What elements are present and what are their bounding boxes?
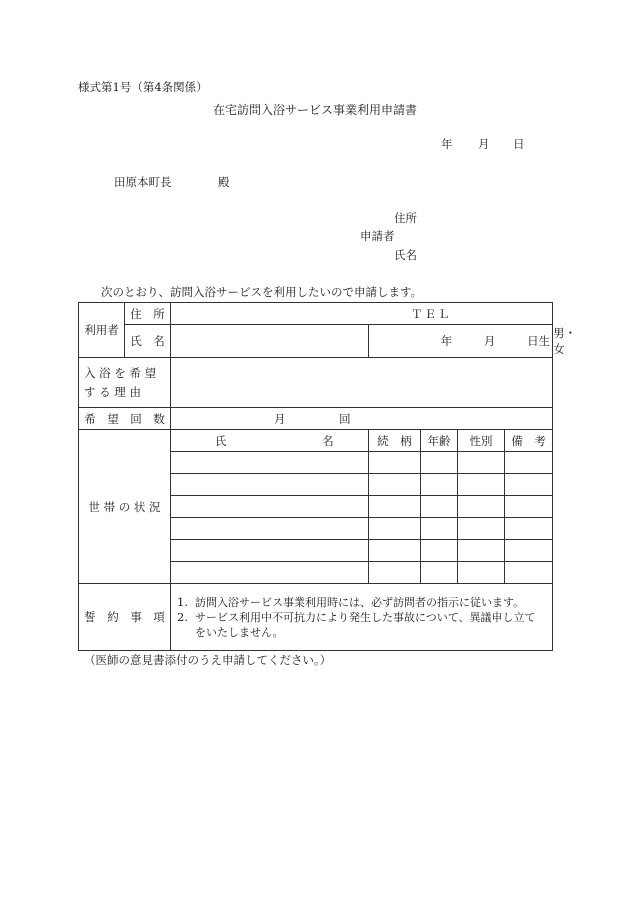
oath-item-1: [177, 595, 548, 610]
reason-label-line1: 入 浴 を 希 望: [84, 366, 157, 380]
household-notes-cell[interactable]: [505, 540, 553, 562]
oath-item-1-text: 訪問入浴サービス事業利用時には、必ず訪問者の指示に従います。: [195, 595, 525, 609]
household-relation-cell[interactable]: [369, 452, 421, 474]
reason-field[interactable]: [171, 358, 553, 408]
household-name-header: [171, 430, 369, 452]
frequency-label: 希 望 回 数: [79, 408, 171, 430]
applicant-role-label: 申請者: [360, 229, 395, 243]
address-field[interactable]: [171, 303, 553, 325]
birth-day: 日生: [527, 334, 551, 348]
household-sex-cell[interactable]: [458, 518, 505, 540]
name-field[interactable]: [171, 325, 369, 358]
household-relation-cell[interactable]: [369, 562, 421, 584]
oath-item-1-num: 1.: [177, 594, 188, 609]
household-name-header-1: 氏: [215, 433, 227, 448]
household-relation-header: 続 柄: [369, 430, 421, 452]
oath-item-2-num: 2.: [177, 609, 188, 624]
household-sex-cell[interactable]: [458, 474, 505, 496]
household-label: 世 帯 の 状 況: [79, 430, 171, 584]
household-sex-cell[interactable]: [458, 562, 505, 584]
household-header-row: [79, 430, 553, 452]
tel-label: ＴＥＬ: [411, 306, 452, 321]
household-sex-cell[interactable]: [458, 540, 505, 562]
user-label: 利用者: [79, 303, 125, 358]
household-relation-cell[interactable]: [369, 540, 421, 562]
household-age-cell[interactable]: [421, 518, 458, 540]
household-name-cell[interactable]: [171, 452, 369, 474]
household-age-cell[interactable]: [421, 562, 458, 584]
household-name-cell[interactable]: [171, 518, 369, 540]
birth-year: 年: [440, 334, 453, 348]
applicant-address-label: 住所: [394, 211, 417, 225]
household-age-cell[interactable]: [421, 474, 458, 496]
oath-item-2-text: サービス利用中不可抗力により発生した事故について、異議申し立てをいたしません。: [195, 610, 536, 639]
form-title: 在宅訪問入浴サービス事業利用申請書: [213, 103, 418, 117]
household-notes-cell[interactable]: [505, 562, 553, 584]
addressee-name: 田原本町長: [114, 175, 172, 189]
household-name-header-2: 名: [322, 433, 334, 448]
household-notes-cell[interactable]: [505, 518, 553, 540]
date-day: 日: [513, 137, 525, 151]
applicant-name-label: 氏名: [394, 248, 417, 262]
addressee-honorific: 殿: [218, 175, 230, 189]
frequency-field[interactable]: [171, 408, 553, 430]
household-age-cell[interactable]: [421, 496, 458, 518]
household-relation-cell[interactable]: [369, 474, 421, 496]
household-notes-cell[interactable]: [505, 474, 553, 496]
household-age-cell[interactable]: [421, 540, 458, 562]
household-notes-cell[interactable]: [505, 496, 553, 518]
household-age-cell[interactable]: [421, 452, 458, 474]
address-label: 住 所: [125, 303, 171, 325]
row-name: 氏 名 年 月 日生 男・女: [79, 325, 553, 358]
form-number: 様式第1号（第4条関係）: [78, 80, 208, 94]
birthdate-field[interactable]: [369, 325, 553, 358]
household-name-cell[interactable]: [171, 540, 369, 562]
household-name-cell[interactable]: [171, 562, 369, 584]
row-frequency: [79, 408, 553, 430]
intro-text: 次のとおり、訪問入浴サービスを利用したいので申請します。: [101, 285, 423, 299]
footnote: （医師の意見書添付のうえ申請してください。）: [84, 653, 332, 667]
birth-month: 月: [483, 334, 496, 348]
household-name-cell[interactable]: [171, 496, 369, 518]
oath-item-2: [177, 610, 548, 640]
row-oath: [79, 584, 553, 651]
household-notes-header: 備 考: [505, 430, 553, 452]
row-address: [79, 303, 553, 325]
household-age-header: 年齢: [421, 430, 458, 452]
household-notes-cell[interactable]: [505, 452, 553, 474]
row-reason: [79, 358, 553, 408]
household-relation-cell[interactable]: [369, 518, 421, 540]
date-year: 年: [441, 137, 453, 151]
application-table: [78, 302, 577, 651]
frequency-times: 回: [339, 411, 351, 426]
name-label: 氏 名: [125, 325, 171, 358]
oath-content: [171, 584, 553, 651]
household-name-cell[interactable]: [171, 474, 369, 496]
household-sex-cell[interactable]: [458, 496, 505, 518]
oath-label: 誓 約 事 項: [79, 584, 171, 651]
household-sex-cell[interactable]: [458, 452, 505, 474]
date-month: 月: [478, 137, 490, 151]
household-sex-header: 性別: [458, 430, 505, 452]
household-relation-cell[interactable]: [369, 496, 421, 518]
frequency-month: 月: [274, 411, 286, 426]
reason-label: [79, 358, 171, 408]
reason-label-line2: す る 理 由: [84, 385, 141, 399]
